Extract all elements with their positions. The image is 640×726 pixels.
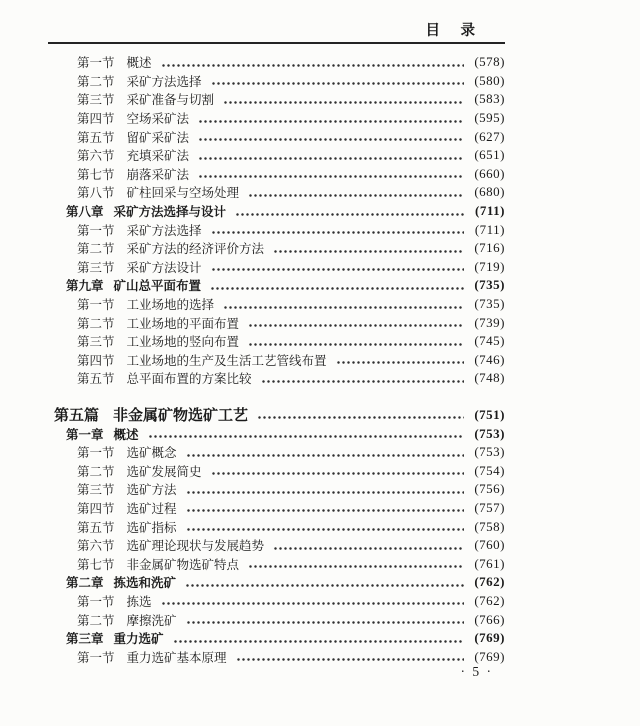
entry-page-number: (745) xyxy=(474,333,505,349)
entry-page-number: (753) xyxy=(474,425,505,441)
entry-label: 第一章 xyxy=(66,427,104,442)
entry-page-number: (760) xyxy=(474,537,505,553)
entry-page-number: (711) xyxy=(475,203,505,219)
toc-entry xyxy=(48,647,505,666)
entry-label: 第六节 xyxy=(77,539,115,554)
dot-leader xyxy=(211,231,464,234)
entry-label: 第五节 xyxy=(77,520,115,535)
toc-entry xyxy=(48,406,505,425)
entry-page-number: (580) xyxy=(474,72,505,88)
dot-leader xyxy=(186,491,464,494)
entry-label: 第二节 xyxy=(77,613,115,628)
entry-page-number: (719) xyxy=(474,258,505,274)
dot-leader xyxy=(257,416,464,419)
entry-page-number: (739) xyxy=(474,314,505,330)
toc-entry xyxy=(48,90,505,109)
toc-entry xyxy=(48,592,505,611)
entry-label: 第三节 xyxy=(77,260,115,275)
header-title: 目 录 xyxy=(425,23,478,39)
entry-page-number: (762) xyxy=(474,574,505,590)
toc-entry xyxy=(48,276,505,295)
entry-title: 概述 xyxy=(126,56,152,71)
dot-leader xyxy=(173,640,464,643)
entry-title: 工业场地的平面布置 xyxy=(126,316,240,331)
dot-leader xyxy=(336,361,464,364)
toc-entry xyxy=(48,480,505,499)
entry-title: 选矿理论现状与发展趋势 xyxy=(126,539,265,554)
toc-entry xyxy=(48,313,505,332)
entry-title: 拣选 xyxy=(126,594,152,609)
entry-label: 第三节 xyxy=(77,483,115,498)
entry-page-number: (660) xyxy=(474,165,505,181)
dot-leader xyxy=(148,435,464,438)
entry-label: 第二节 xyxy=(77,316,115,331)
dot-leader xyxy=(211,472,464,475)
dot-leader xyxy=(248,343,464,346)
entry-page-number: (751) xyxy=(474,406,505,422)
dot-leader xyxy=(223,101,464,104)
entry-title: 重力选矿 xyxy=(113,632,164,647)
toc-entry xyxy=(48,351,505,370)
dot-leader xyxy=(261,380,464,383)
entry-label: 第八节 xyxy=(77,186,115,201)
dot-leader xyxy=(198,157,464,160)
dot-leader xyxy=(236,658,464,661)
entry-page-number: (761) xyxy=(474,555,505,571)
entry-label: 第七节 xyxy=(77,167,115,182)
toc-entry xyxy=(48,146,505,165)
dot-leader xyxy=(223,306,464,309)
entry-label: 第五节 xyxy=(77,372,115,387)
dot-leader xyxy=(248,565,464,568)
toc-entry xyxy=(48,109,505,128)
entry-page-number: (595) xyxy=(474,110,505,126)
entry-label: 第一节 xyxy=(77,650,115,665)
toc-entry xyxy=(48,554,505,573)
entry-label: 第一节 xyxy=(77,594,115,609)
dot-leader xyxy=(248,324,464,327)
entry-title: 矿山总平面布置 xyxy=(113,279,202,294)
entry-label: 第四节 xyxy=(77,112,115,127)
page-footer xyxy=(461,664,494,680)
entry-label: 第四节 xyxy=(77,353,115,368)
entry-title: 留矿采矿法 xyxy=(126,130,190,145)
entry-title: 非金属矿物选矿特点 xyxy=(126,557,240,572)
toc-entry xyxy=(48,258,505,277)
entry-page-number: (756) xyxy=(474,481,505,497)
entry-page-number: (735) xyxy=(474,296,505,312)
toc-entry xyxy=(48,220,505,239)
entry-page-number: (735) xyxy=(474,277,505,293)
dot-leader xyxy=(235,213,464,216)
dot-leader xyxy=(185,584,464,587)
entry-page-number: (748) xyxy=(474,370,505,386)
toc-entry xyxy=(48,517,505,536)
entry-page-number: (762) xyxy=(474,592,505,608)
entry-title: 选矿指标 xyxy=(126,520,177,535)
entry-title: 充填采矿法 xyxy=(126,149,190,164)
entry-title: 选矿过程 xyxy=(126,501,177,516)
entry-page-number: (680) xyxy=(474,184,505,200)
entry-page-number: (769) xyxy=(474,630,505,646)
dot-leader xyxy=(198,175,464,178)
entry-title: 工业场地的竖向布置 xyxy=(126,335,240,350)
dot-leader xyxy=(161,602,464,605)
entry-page-number: (711) xyxy=(474,221,505,237)
dot-leader xyxy=(186,528,464,531)
entry-label: 第八章 xyxy=(66,205,104,220)
entry-title: 工业场地的生产及生活工艺管线布置 xyxy=(126,353,327,368)
toc-entry xyxy=(48,72,505,91)
entry-title: 选矿概念 xyxy=(126,446,177,461)
entry-title: 采矿方法选择 xyxy=(126,74,202,89)
toc-entry xyxy=(48,629,505,648)
page-content xyxy=(48,0,506,726)
entry-title: 采矿方法设计 xyxy=(126,260,202,275)
entry-label: 第九章 xyxy=(66,279,104,294)
entry-page-number: (651) xyxy=(474,147,505,163)
toc-entry xyxy=(48,183,505,202)
header-rule xyxy=(48,42,505,44)
toc-entry xyxy=(48,536,505,555)
dot-leader xyxy=(211,268,464,271)
entry-title: 工业场地的选择 xyxy=(126,298,215,313)
entry-label: 第一节 xyxy=(77,56,115,71)
toc-entry xyxy=(48,202,505,221)
entry-page-number: (769) xyxy=(474,648,505,664)
entry-label: 第一节 xyxy=(77,223,115,238)
entry-title: 概述 xyxy=(113,427,139,442)
toc-entry xyxy=(48,127,505,146)
entry-page-number: (627) xyxy=(474,128,505,144)
entry-title: 矿柱回采与空场处理 xyxy=(126,186,240,201)
dot-leader xyxy=(186,454,464,457)
entry-label: 第五篇 xyxy=(54,408,100,425)
entry-label: 第三节 xyxy=(77,335,115,350)
toc-entry xyxy=(48,332,505,351)
toc-entry xyxy=(48,499,505,518)
entry-title: 重力选矿基本原理 xyxy=(126,650,227,665)
entry-label: 第七节 xyxy=(77,557,115,572)
entry-label: 第三章 xyxy=(66,632,104,647)
dot-leader xyxy=(273,250,464,253)
page-header xyxy=(426,23,479,40)
toc-entry xyxy=(48,443,505,462)
dot-leader xyxy=(211,82,464,85)
entry-title: 拣选和洗矿 xyxy=(113,576,177,591)
entry-label: 第五节 xyxy=(77,130,115,145)
entry-title: 选矿发展简史 xyxy=(126,464,202,479)
entry-title: 采矿方法选择 xyxy=(126,223,202,238)
toc-entry xyxy=(48,239,505,258)
entry-label: 第二章 xyxy=(66,576,104,591)
entry-title: 崩落采矿法 xyxy=(126,167,190,182)
dot-leader xyxy=(248,194,464,197)
entry-title: 空场采矿法 xyxy=(126,112,190,127)
entry-label: 第二节 xyxy=(77,242,115,257)
entry-label: 第二节 xyxy=(77,464,115,479)
entry-page-number: (757) xyxy=(474,499,505,515)
entry-title: 采矿准备与切割 xyxy=(126,93,215,108)
entry-page-number: (758) xyxy=(474,518,505,534)
dot-leader xyxy=(198,120,464,123)
page-number: · 5 · xyxy=(460,664,493,679)
toc-entry xyxy=(48,461,505,480)
entry-title: 总平面布置的方案比较 xyxy=(126,372,252,387)
toc-entry xyxy=(48,295,505,314)
toc-entry xyxy=(48,369,505,388)
entry-label: 第三节 xyxy=(77,93,115,108)
entry-label: 第一节 xyxy=(77,446,115,461)
entry-page-number: (716) xyxy=(474,240,505,256)
dot-leader xyxy=(273,547,464,550)
entry-title: 采矿方法选择与设计 xyxy=(113,205,227,220)
entry-page-number: (578) xyxy=(474,54,505,70)
entry-title: 采矿方法的经济评价方法 xyxy=(126,242,265,257)
dot-leader xyxy=(161,64,464,67)
dot-leader xyxy=(186,621,464,624)
toc-entry xyxy=(48,424,505,443)
toc-entry xyxy=(48,53,505,72)
entry-page-number: (753) xyxy=(474,444,505,460)
entry-title: 摩擦洗矿 xyxy=(126,613,177,628)
entry-page-number: (583) xyxy=(474,91,505,107)
toc-entry xyxy=(48,165,505,184)
entry-page-number: (754) xyxy=(474,462,505,478)
entry-title: 选矿方法 xyxy=(126,483,177,498)
dot-leader xyxy=(210,287,464,290)
entry-title: 非金属矿物选矿工艺 xyxy=(113,408,249,425)
entry-page-number: (766) xyxy=(474,611,505,627)
toc-entry xyxy=(48,610,505,629)
entry-label: 第一节 xyxy=(77,298,115,313)
entry-label: 第六节 xyxy=(77,149,115,164)
dot-leader xyxy=(186,509,464,512)
entry-page-number: (746) xyxy=(474,351,505,367)
entry-label: 第四节 xyxy=(77,501,115,516)
entry-label: 第二节 xyxy=(77,74,115,89)
dot-leader xyxy=(198,138,464,141)
toc-entry xyxy=(48,573,505,592)
toc-list xyxy=(48,53,505,666)
